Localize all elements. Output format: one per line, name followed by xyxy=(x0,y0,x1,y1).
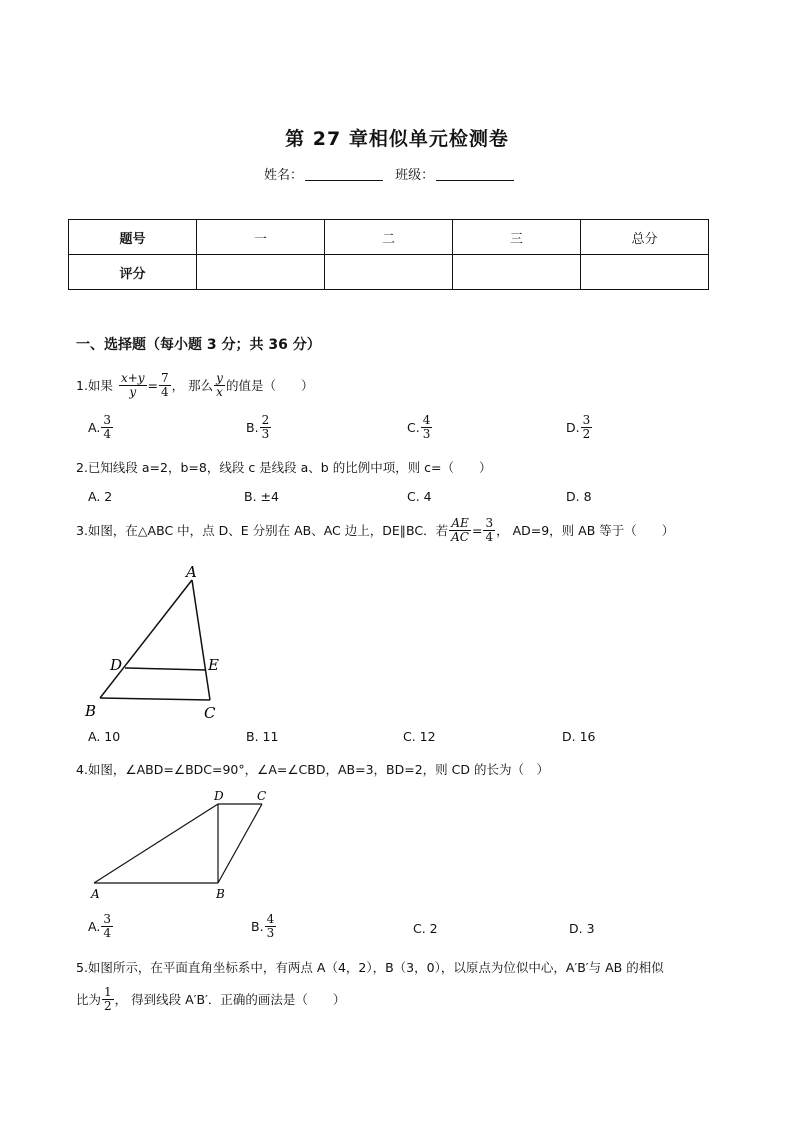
fraction-numerator: 4 xyxy=(422,413,431,427)
q4-option-b[interactable] xyxy=(251,913,277,939)
q1-option-c[interactable] xyxy=(407,414,433,440)
name-label: 姓名： xyxy=(264,168,304,183)
fraction-denominator: 4 xyxy=(161,384,169,399)
option-fraction xyxy=(101,913,113,939)
option-label: A. xyxy=(88,918,101,934)
q3-option-b[interactable]: B. 11 xyxy=(246,729,279,744)
question-4: 4.如图，∠ABD=∠BDC=90°，∠A=∠CBD，AB=3，BD=2，则 CD 的长为（ ） xyxy=(76,762,549,777)
fraction-denominator: 3 xyxy=(266,925,275,940)
q2-option-d[interactable]: D. 8 xyxy=(566,489,592,504)
q2-option-c[interactable]: C. 4 xyxy=(407,489,432,504)
score-input-cell[interactable] xyxy=(581,255,709,290)
q3-suffix: ， AD=9，则 AB 等于（ ） xyxy=(496,523,675,539)
q3-option-d[interactable]: D. 16 xyxy=(562,729,596,744)
student-info xyxy=(264,164,522,183)
score-table-cell: 二 xyxy=(325,220,453,255)
q2-option-a[interactable]: A. 2 xyxy=(88,489,113,504)
q1-suffix: 的值是（ ） xyxy=(225,378,314,394)
segment-de xyxy=(125,668,206,670)
option-fraction xyxy=(265,913,277,939)
fraction-denominator: 2 xyxy=(104,998,112,1013)
label-e: E xyxy=(208,656,219,674)
q1-fraction-1 xyxy=(119,372,147,398)
score-table-cell: 题号 xyxy=(69,220,197,255)
question-5-line-1: 5.如图所示，在平面直角坐标系中，有两点 A（4，2），B（3，0），以原点为位似中心，A′B′与 AB 的相似 xyxy=(76,960,664,975)
label-c: C xyxy=(257,789,267,803)
fraction-numerator: 2 xyxy=(261,413,270,427)
fraction-denominator: 4 xyxy=(103,925,111,940)
score-input-cell[interactable] xyxy=(325,255,453,290)
score-table-header-row xyxy=(69,220,709,255)
question-3 xyxy=(76,517,674,543)
option-fraction xyxy=(581,414,593,440)
score-table-cell: 评分 xyxy=(69,255,197,290)
q4-option-c[interactable]: C. 2 xyxy=(413,921,438,936)
q2-option-b[interactable]: B. ±4 xyxy=(244,489,279,504)
q3-option-c[interactable]: C. 12 xyxy=(403,729,436,744)
q1-fraction-3 xyxy=(214,372,225,398)
segment-ad xyxy=(94,804,218,883)
label-b: B xyxy=(216,887,225,901)
quadrilateral-figure-q4 xyxy=(86,786,276,904)
option-label: C. xyxy=(407,419,420,435)
q1-mid-text: ， 那么 xyxy=(171,378,214,394)
fraction-denominator: 2 xyxy=(582,426,591,441)
question-2: 2.已知线段 a=2，b=8，线段 c 是线段 a、b 的比例中项，则 c=（ ） xyxy=(76,460,492,475)
score-table-cell: 总分 xyxy=(581,220,709,255)
label-a: A xyxy=(91,887,100,901)
fraction-numerator: 1 xyxy=(104,985,112,999)
q4-option-d[interactable]: D. 3 xyxy=(569,921,595,936)
q1-prefix: 1.如果 xyxy=(76,378,113,394)
option-fraction xyxy=(421,414,433,440)
fraction-numerator: 3 xyxy=(103,413,111,427)
fraction-numerator: 7 xyxy=(161,371,169,385)
q5-prefix: 比为 xyxy=(76,992,102,1008)
score-input-cell[interactable] xyxy=(453,255,581,290)
q3-fraction-2 xyxy=(483,517,495,543)
question-5-line-2 xyxy=(76,986,345,1012)
fraction-denominator: 3 xyxy=(261,426,270,441)
q4-option-a[interactable] xyxy=(88,913,114,939)
equals-sign: = xyxy=(471,522,483,538)
label-d: D xyxy=(110,656,123,674)
segment-bc xyxy=(100,698,210,700)
q3-option-a[interactable]: A. 10 xyxy=(88,729,121,744)
option-label: D. xyxy=(566,419,580,435)
name-blank[interactable] xyxy=(305,168,383,181)
option-fraction xyxy=(101,414,113,440)
label-d: D xyxy=(214,789,224,803)
question-1 xyxy=(76,372,313,398)
fraction-denominator: AC xyxy=(451,529,469,544)
segment-ab xyxy=(100,580,192,698)
equals-sign: = xyxy=(147,377,159,393)
fraction-denominator: 3 xyxy=(422,426,431,441)
q1-option-d[interactable] xyxy=(566,414,593,440)
q3-prefix: 3.如图，在△ABC 中，点 D、E 分别在 AB、AC 边上，DE∥BC．若 xyxy=(76,523,449,539)
fraction-denominator: 4 xyxy=(485,529,494,544)
segment-ac xyxy=(192,580,210,700)
q1-fraction-2 xyxy=(159,372,171,398)
triangle-figure-q3 xyxy=(80,560,240,725)
class-label: 班级： xyxy=(395,168,435,183)
label-b: B xyxy=(85,702,97,720)
label-a: A xyxy=(186,563,197,581)
q5-fraction xyxy=(102,986,114,1012)
score-table-cell: 三 xyxy=(453,220,581,255)
section-heading: 一、选择题（每小题 3 分；共 36 分） xyxy=(76,337,321,353)
fraction-numerator: 3 xyxy=(103,912,111,926)
score-input-cell[interactable] xyxy=(197,255,325,290)
page-title: 第 27 章相似单元检测卷 xyxy=(285,128,509,150)
q3-fraction-1 xyxy=(449,517,471,543)
option-label: B. xyxy=(246,419,259,435)
score-table-score-row xyxy=(69,255,709,290)
score-table-cell: 一 xyxy=(197,220,325,255)
fraction-numerator: y xyxy=(216,371,223,385)
fraction-numerator: x+y xyxy=(120,371,145,385)
q1-option-a[interactable] xyxy=(88,414,114,440)
fraction-numerator: AE xyxy=(451,516,469,530)
fraction-numerator: 3 xyxy=(485,516,494,530)
label-c: C xyxy=(204,704,216,722)
option-label: B. xyxy=(251,918,264,934)
class-blank[interactable] xyxy=(436,168,514,181)
q5-suffix: ， 得到线段 A′B′．正确的画法是（ ） xyxy=(114,992,346,1008)
score-table xyxy=(68,219,709,290)
fraction-denominator: x xyxy=(216,384,223,399)
fraction-numerator: 4 xyxy=(266,912,275,926)
fraction-numerator: 3 xyxy=(582,413,591,427)
fraction-denominator: 4 xyxy=(103,426,111,441)
option-fraction xyxy=(260,414,272,440)
option-label: A. xyxy=(88,419,101,435)
fraction-denominator: y xyxy=(129,384,137,399)
segment-bc xyxy=(218,804,262,883)
q1-option-b[interactable] xyxy=(246,414,272,440)
